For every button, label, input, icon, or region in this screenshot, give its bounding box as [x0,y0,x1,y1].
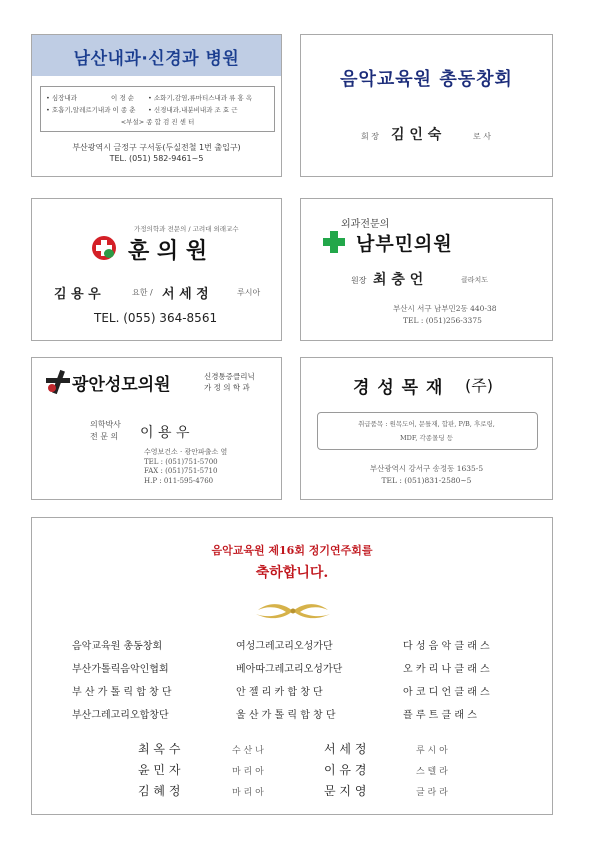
organization: 부산그레고리오합창단 [72,710,169,721]
card-title: 남산내과·신경과 병원 [73,49,240,69]
contact-block [144,448,227,486]
dept-doctor: 이 경 순 [111,94,134,102]
fax: FAX : (051)751-5710 [144,467,218,475]
member-name: 서 세 정 [324,742,367,756]
address: 부산광역시 금정구 구서동(두실전철 1번 출입구) [72,143,241,152]
baptismal-name: 요한 / [132,288,153,297]
products-box [317,412,538,450]
organization: 울 산 가 톨 릭 합 창 단 [236,710,336,721]
address: 부산시 서구 남부민2동 440-38 [393,304,497,313]
card-title: 음악교육원 총동창회 [340,69,513,90]
member-baptismal-name: 마 리 아 [232,788,264,798]
member-baptismal-name: 루 시 아 [416,746,448,756]
baptismal-name: 루시아 [237,288,261,297]
phone: TEL : (051)256-3375 [403,316,482,325]
dept-line: • 심장내과 [46,94,78,102]
subtitle: 외과전문의 [341,219,390,230]
member-name: 이 유 경 [324,763,367,777]
member-name: 최 옥 수 [138,742,181,756]
business-card-namsan-hospital [31,34,282,177]
company-suffix: (주) [465,376,493,395]
department-box [40,86,275,132]
congratulations-panel [31,517,553,815]
phone: TEL : (051)751-5700 [144,457,218,466]
organization: 부산가톨릭음악인협회 [72,664,169,675]
organization: 안 젤 리 카 합 창 단 [236,687,323,698]
organization: 부 산 가 톨 릭 합 창 단 [72,687,172,698]
role: 회 장 [361,132,379,141]
clinic-name: 광안성모의원 [72,375,171,395]
cross-logo-icon [46,370,70,394]
member-baptismal-name: 마 리 아 [232,767,264,777]
person-name: 김 인 숙 [391,127,442,143]
organization: 여성그레고리오성가단 [236,641,333,652]
organization: 다 성 음 악 클 래 스 [403,641,490,652]
dept-line: • 신경내과,내분비내과 조 효 근 [148,106,238,114]
baptismal-name: 클라치도 [461,276,489,284]
member-name: 문 지 영 [324,784,367,798]
phone: TEL. (055) 364-8561 [94,311,218,325]
doctor-name: 김 용 우 [54,287,101,302]
greeting-line: 음악교육원 제16회 정기연주회를 [211,544,373,557]
products-line: MDF, 각종몰딩 등 [400,434,453,442]
business-card-nambumin-clinic [300,198,553,341]
business-card-alumni-association [300,34,553,177]
phone: TEL. (051) 582-9461~5 [109,154,204,163]
organization: 플 루 트 클 래 스 [403,710,477,721]
business-card-gyeongseong-wood [300,357,553,500]
organization: 베아따그레고리오성가단 [236,664,343,675]
member-baptismal-name: 수 산 나 [232,746,264,756]
greeting-line: 축하합니다. [255,565,329,581]
member-baptismal-name: 글 라 라 [416,788,448,798]
address: 부산광역시 강서구 송정동 1635-5 [369,464,484,473]
doctor-name: 최 충 언 [373,272,424,288]
company-name: 경 성 목 재 [353,378,444,398]
products-line: 취급품목 : 원목도어, 문틀재, 합판, P/B, 후로링, [358,420,495,428]
checkup-center: <부설> 종 합 검 진 센 터 [120,118,195,126]
doctor-name: 이 용 우 [140,425,190,441]
doctor-name: 서 세 정 [162,287,209,302]
degree: 전 문 의 [90,432,119,441]
clinic-name: 남부민의원 [356,233,453,255]
business-card-hun-clinic [31,198,282,341]
location: 수영보건소 · 광안파출소 옆 [144,448,228,456]
ornament-divider-icon [252,600,334,622]
green-cross-icon [323,231,345,253]
mobile: H.P : 011-595-4760 [144,476,214,485]
organization: 아 코 디 언 클 래 스 [403,687,490,698]
specialty: 가 정 의 학 과 [204,383,250,392]
cross-logo-icon [92,236,116,260]
degree: 의학박사 [90,420,121,429]
dept-line: • 호흡기,알레르기내과 이 종 춘 [46,106,136,114]
member-name: 김 혜 정 [138,784,181,798]
member-name: 윤 민 자 [138,763,181,777]
member-baptismal-name: 스 텔 라 [416,767,448,777]
dept-line: • 소화기,감염,류마티스내과 류 홍 옥 [148,94,253,102]
phone: TEL : (051)831-2580~5 [381,476,472,485]
role: 원장 [351,276,367,285]
baptismal-name: 로 사 [473,132,491,141]
clinic-name: 훈 의 원 [128,239,208,264]
subtitle: 가정의학과 전문의 / 고려대 외래교수 [134,225,239,233]
organization: 음악교육원 총동창회 [72,641,163,652]
business-card-gwangan-clinic [31,357,282,500]
organization: 오 카 리 나 클 래 스 [403,664,490,675]
specialty: 신경통증클리닉 [204,372,255,381]
